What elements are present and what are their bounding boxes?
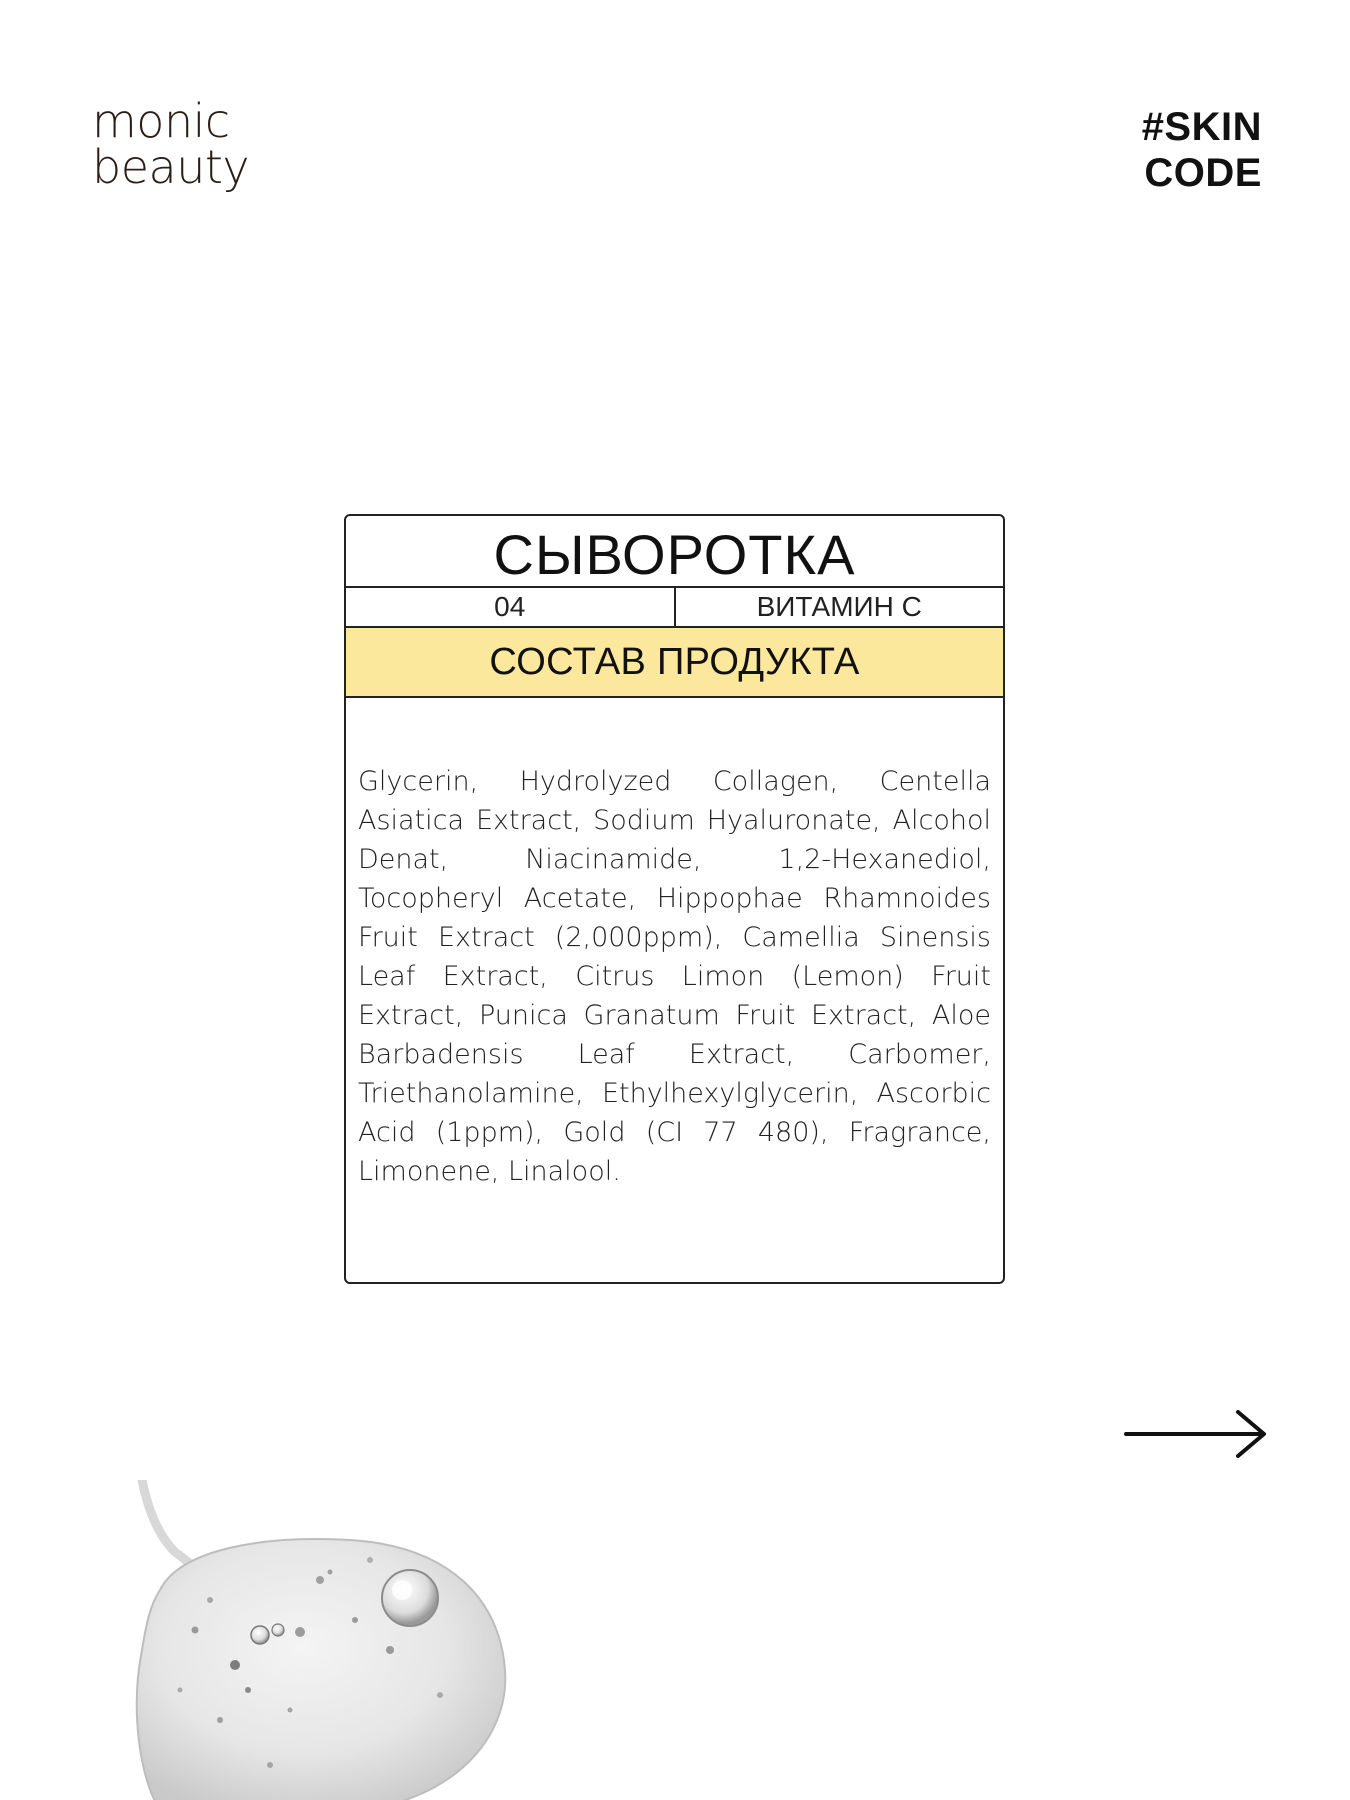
composition-heading: СОСТАВ ПРОДУКТА bbox=[346, 628, 1003, 698]
serum-droplet-image bbox=[120, 1480, 560, 1800]
ingredients-text: Glycerin, Hydrolyzed Collagen, Centella Asiatica Extract, Sodium Hyaluronate, Alcohol Denat, Niacinamide, 1,2-Hexanediol, Tocopheryl Acetate, Hippophae Rhamnoides Fruit Extract (2,000ppm), Camellia Sinensis Leaf Extract, Citrus Limon (Lemon) Fruit Extract, Punica Granatum Fruit Extract, Aloe Barbadensis Leaf Extract, Carbomer, Triethanolamine, Ethylhexylglycerin, Ascorbic Acid (1ppm), Gold (CI 77 480), Fragrance, Limonene, Linalool. bbox=[358, 766, 991, 1187]
arrow-right-icon[interactable] bbox=[1120, 1408, 1270, 1460]
logo-line-2: beauty bbox=[92, 140, 250, 194]
product-variant: ВИТАМИН С bbox=[756, 591, 922, 622]
hashtag-line-2: CODE bbox=[1144, 151, 1262, 195]
hashtag bbox=[1142, 104, 1262, 196]
product-number: 04 bbox=[346, 588, 676, 626]
product-card bbox=[344, 514, 1005, 1284]
logo-line-1: monic bbox=[92, 94, 230, 148]
hashtag-line-1: #SKIN bbox=[1141, 105, 1262, 149]
product-title: СЫВОРОТКА bbox=[346, 516, 1003, 588]
product-meta-row bbox=[346, 588, 1003, 628]
brand-logo bbox=[92, 94, 292, 194]
